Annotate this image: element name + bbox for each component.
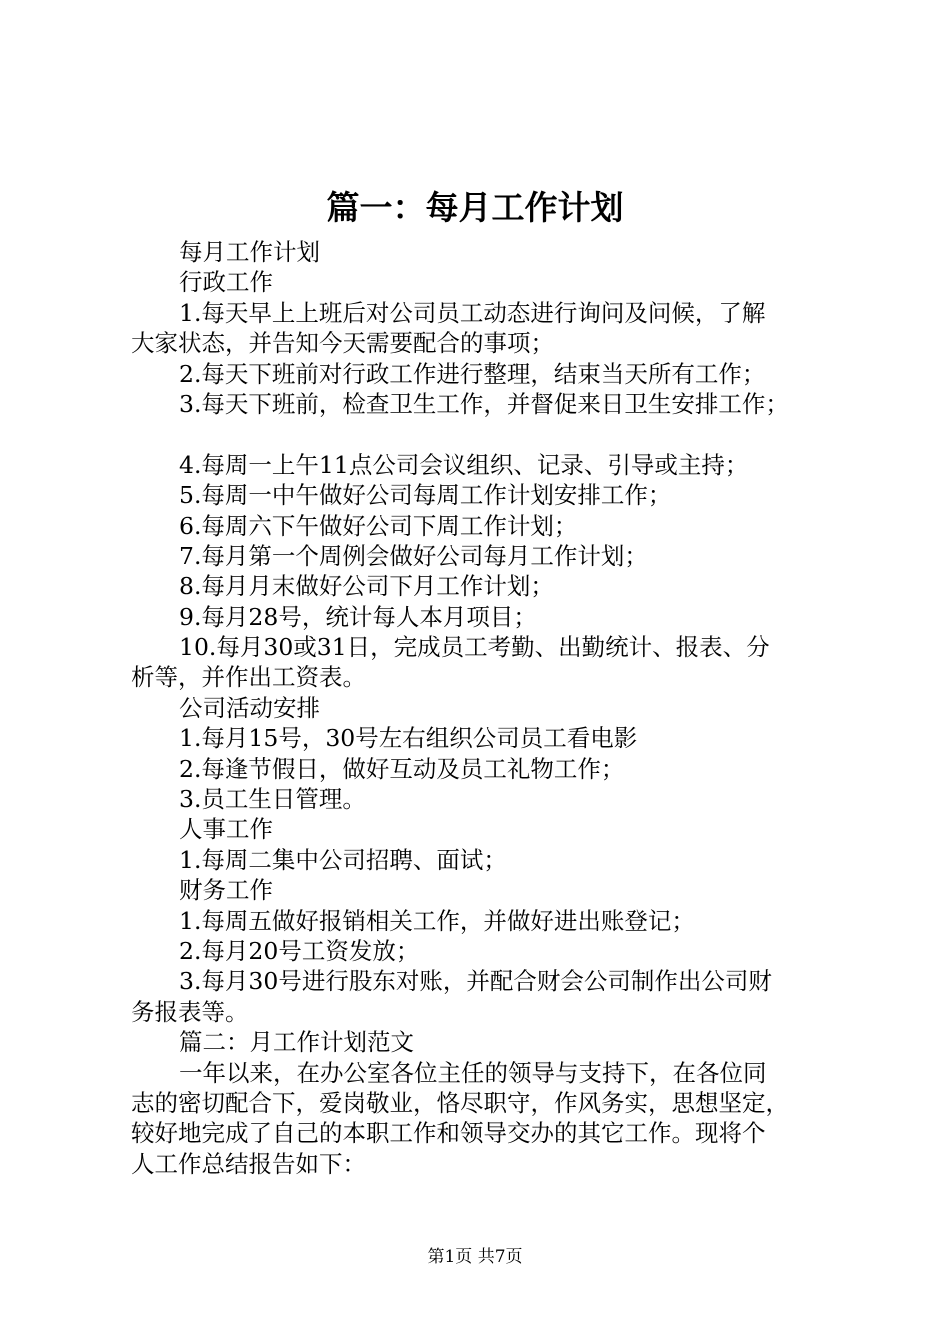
page-title: 篇一：每月工作计划 (326, 188, 624, 227)
text-line: 1.每周二集中公司招聘、面试； (179, 845, 507, 874)
text-line: 8.每月月末做好公司下月工作计划； (179, 572, 554, 601)
text-line: 务报表等。 (131, 997, 249, 1026)
document-body (131, 237, 831, 1179)
text-line: 财务工作 (179, 876, 273, 905)
text-line: 每月工作计划 (179, 238, 320, 266)
text-line: 1.每月15号，30号左右组织公司员工看电影 (179, 724, 638, 753)
text-line: 志的密切配合下，爱岗敬业，恪尽职守，作风务实，思想坚定， (131, 1088, 789, 1117)
text-line: 3.员工生日管理。 (179, 785, 366, 814)
text-line: 4.每周一上午11点公司会议组织、记录、引导或主持； (179, 450, 749, 479)
blank-line (131, 419, 831, 449)
text-line: 3.每天下班前，检查卫生工作，并督促来日卫生安排工作； (179, 389, 789, 418)
text-line: 3.每月30号进行股东对账，并配合财会公司制作出公司财 (179, 967, 772, 996)
page-footer: 第1页 共7页 (427, 1247, 523, 1267)
text-line: 大家状态，并告知今天需要配合的事项； (131, 329, 554, 358)
text-line: 6.每周六下午做好公司下周工作计划； (179, 511, 578, 540)
text-line: 行政工作 (179, 268, 273, 297)
text-line: 2.每天下班前对行政工作进行整理，结束当天所有工作； (179, 359, 766, 388)
text-line: 7.每月第一个周例会做好公司每月工作计划； (179, 541, 648, 570)
text-line: 2.每逢节假日，做好互动及员工礼物工作； (179, 754, 625, 783)
text-line: 1.每天早上上班后对公司员工动态进行询问及问候，了解 (179, 298, 766, 327)
text-line: 10.每月30或31日，完成员工考勤、出勤统计、报表、分 (179, 633, 770, 662)
text-line: 析等，并作出工资表。 (131, 663, 366, 692)
text-line: 公司活动安排 (179, 693, 320, 722)
text-line: 9.每月28号，统计每人本月项目； (179, 602, 537, 631)
text-line: 5.每周一中午做好公司每周工作计划安排工作； (179, 481, 672, 510)
text-line: 人工作总结报告如下： (131, 1149, 366, 1178)
text-line: 较好地完成了自己的本职工作和领导交办的其它工作。现将个 (131, 1119, 766, 1148)
text-line: 篇二：月工作计划范文 (179, 1028, 414, 1057)
text-line: 人事工作 (179, 815, 273, 844)
text-line: 一年以来，在办公室各位主任的领导与支持下，在各位同 (179, 1058, 767, 1087)
text-line: 2.每月20号工资发放； (179, 936, 420, 965)
text-line: 1.每周五做好报销相关工作，并做好进出账登记； (179, 906, 695, 935)
